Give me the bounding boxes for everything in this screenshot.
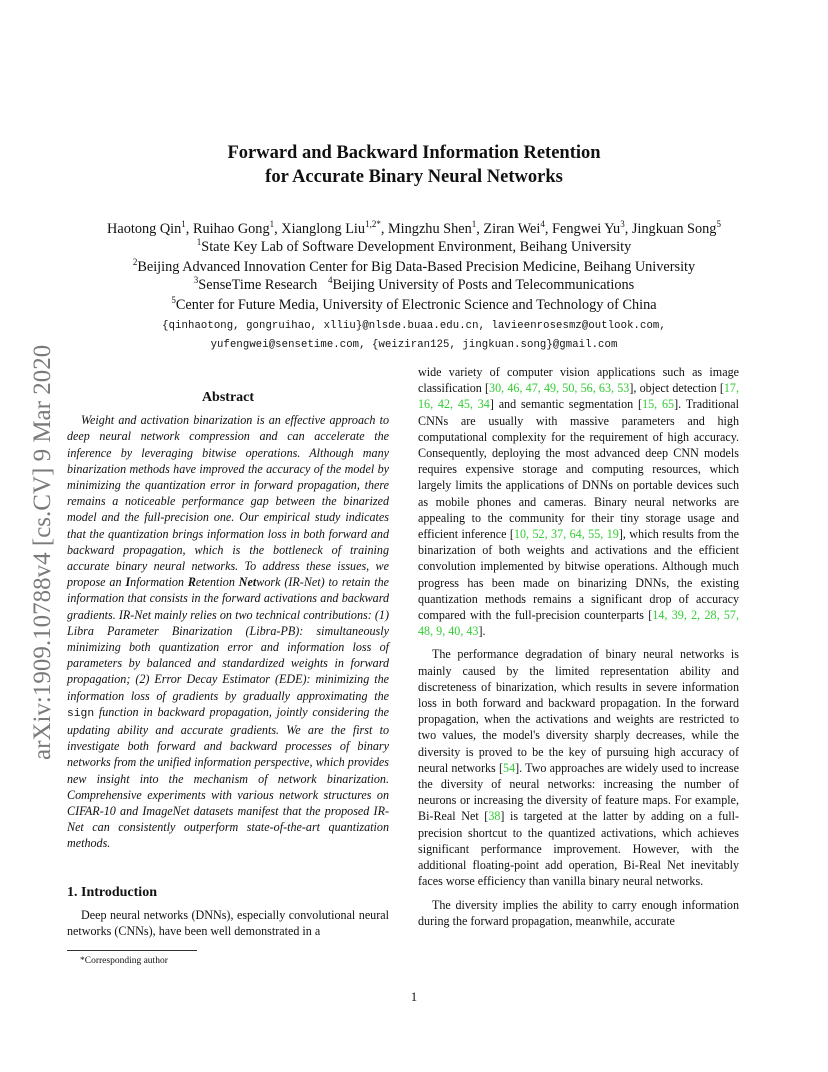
right-paragraph-1: [418, 364, 739, 639]
right-column: [418, 364, 739, 929]
author-affiliation-sup: 5: [716, 219, 721, 229]
citation-link[interactable]: 15, 65: [642, 397, 675, 412]
rp1-text-e: ], which results from the binarization of both weights and activations and the efficient convolution implemented by bitwise operations. Although much progress has been made on binarizing DNNs, the existing quantization methods remains a significant drop of accuracy compared with the full-precision counterparts [: [418, 527, 740, 623]
email-line-1[interactable]: {qinhaotong, gongruihao, xlliu}@nlsde.buaa.edu.cn, lavieenrosesmz@outlook.com,: [162, 320, 666, 332]
abstract-paragraph: [67, 412, 389, 851]
author-name: Xianglong Liu: [281, 221, 366, 237]
rp1-text-f: ].: [478, 624, 486, 639]
author-name: Haotong Qin: [107, 221, 182, 237]
abstract-text-5: function in backward propagation, jointly considering the updating ability and accurate gradients. We are the first to investigate both forward and backward processes of binary networks from the unified information perspective, which provides new insight into the mechanism of network binarization. Comprehensive experiments with various network structures on CIFAR-10 and ImageNet datasets manifest that the proposed IR-Net can consistently outperform state-of-the-art quantization methods.: [67, 704, 389, 851]
author-affiliation-sup: 1,2*: [365, 219, 381, 229]
abstract-text-3: etention: [195, 575, 239, 590]
citation-link[interactable]: 38: [488, 809, 501, 824]
abstract-text-1: Weight and activation binarization is an effective approach to deep neural network compression and can accelerate the inference by leveraging bitwise operations. Although many binarization methods have improved the accuracy of the model by minimizing the quantization error in forward propagation, there remains a noticeable performance gap between the binarized model and the full-precision one. Our empirical study indicates that the quantization brings information loss in both forward and backward propagation, which is the bottleneck of training accurate binary neural networks. To address these issues, we propose an: [67, 413, 389, 590]
author-name: Ziran Wei: [483, 221, 541, 237]
author-name: Jingkuan Song: [631, 221, 717, 237]
citation-link[interactable]: 17, 16, 42, 45, 34: [418, 381, 739, 412]
abstract-em-net: Net: [238, 575, 257, 590]
rp1-text-c: ] and semantic segmentation [: [489, 397, 643, 412]
page-number: 1: [410, 990, 418, 1004]
abstract-section: [67, 390, 389, 852]
affiliation-3-sup: 3: [193, 275, 199, 285]
citation-link[interactable]: 30, 46, 47, 49, 50, 56, 63, 53: [489, 381, 630, 396]
author-affiliation-sup: 1: [269, 219, 275, 229]
affiliation-5: [0, 296, 828, 314]
email-line-2[interactable]: yufengwei@sensetime.com, {weiziran125, jingkuan.song}@gmail.com: [210, 339, 618, 351]
rp1-text-a: wide variety of computer vision applications such as image classification [: [418, 365, 739, 396]
author-affiliation-sup: 1: [471, 219, 477, 229]
abstract-em-r: R: [187, 575, 196, 590]
introduction-section: [67, 885, 389, 940]
author-name: Mingzhu Shen: [387, 221, 472, 237]
rp2-text-b: ]. Two approaches are widely used to increase the diversity of neural networks: increasing the number of neurons or increasing the diversity of feature maps. For example, Bi-Real Net [: [418, 760, 739, 824]
introduction-paragraph: Deep neural networks (DNNs), especially convolutional neural networks (CNNs), have been well demonstrated in a: [67, 908, 389, 939]
affiliation-2: [0, 258, 828, 276]
affiliation-2-sup: 2: [132, 257, 138, 267]
affiliation-2-text: Beijing Advanced Innovation Center for Big Data-Based Precision Medicine, Beihang University: [137, 259, 696, 275]
citation-link[interactable]: 10, 52, 37, 64, 55, 19: [513, 527, 619, 542]
arxiv-stamp: [18, 290, 58, 760]
affiliation-5-text: Center for Future Media, University of Electronic Science and Technology of China: [175, 297, 657, 313]
abstract-text-4: work (IR-Net) to retain the information that consists in the forward activations and backward gradients. IR-Net mainly relies on two technical contributions: (1) Libra Parameter Binarization (Libra-PB): simultaneously minimizing both quantization error and information loss of parameters by balanced and standardized weights in forward propagation; (2) Error Decay Estimator (EDE): minimizing the information loss of gradients by gradually approximating the: [67, 575, 389, 703]
abstract-body: [67, 412, 389, 851]
footnote-rule: [67, 950, 197, 951]
affiliation-1-text: State Key Lab of Software Development Environment, Beihang University: [201, 239, 632, 255]
citation-link[interactable]: 14, 39, 2, 28, 57, 48, 9, 40, 43: [418, 608, 739, 639]
abstract-heading: Abstract: [201, 390, 255, 405]
affiliation-4-text: Beijing University of Posts and Telecommunications: [332, 277, 635, 293]
rp1-text-b: ], object detection [: [629, 381, 724, 396]
affiliation-3-text: SenseTime Research: [198, 277, 318, 293]
author-affiliation-sup: 3: [620, 219, 625, 229]
author-name: Fengwei Yu: [552, 221, 621, 237]
right-paragraph-3: The diversity implies the ability to carry enough information during the forward propagation, meanwhile, accurate: [418, 897, 739, 928]
author-affiliation-sup: 1: [181, 219, 186, 229]
affiliation-1: [0, 238, 828, 256]
author-affiliation-sup: 4: [540, 219, 545, 229]
abstract-code-sign: sign: [67, 707, 95, 720]
affiliation-3-4: [0, 276, 828, 294]
introduction-heading: 1. Introduction: [67, 885, 157, 900]
arxiv-stamp-text: arXiv:1909.10788v4 [cs.CV] 9 Mar 2020: [29, 344, 56, 760]
affiliation-5-sup: 5: [171, 295, 176, 305]
affiliation-4-sup: 4: [328, 275, 333, 285]
author-list: Haotong Qin$^1$, Ruihao Gong$^1$, Xianglong Liu$^{1,2*}$, Mingzhu Shen$^1$, Ziran Wei$^4$, Fengwei Yu$^3$, Jingkuan Song$^5$: [107, 219, 721, 237]
abstract-text-2: nformation: [130, 575, 188, 590]
affiliation-1-sup: 1: [196, 237, 202, 247]
footnote: *Corresponding author: [80, 956, 168, 966]
rp2-text-c: ] is targeted at the latter by adding on a full-precision shortcut to the quantized activations, which achieves significant performance improvement. However, with the additional floating-point add operation, Bi-Real Net inevitably faces worse efficiency than vanilla binary neural networks.: [418, 809, 739, 889]
rp1-text-d: ]. Traditional CNNs are usually with massive parameters and high computational complexity for the requirement of high accuracy. Consequently, deploying the most advanced deep CNN models requires expensive storage and computing resources, which largely limits the applications of DNNs on portable devices such as mobile phones and cameras. Binary neural networks are appealing to the community for their tiny storage usage and efficient inference [: [418, 397, 740, 542]
paper-title-line-2: for Accurate Binary Neural Networks: [265, 167, 563, 187]
rp2-text-a: The performance degradation of binary neural networks is mainly caused by the limited representation ability and discreteness of binarization, which results in severe information loss in both forward and backward propagation. In the forward propagation, when the activations and weights are restricted to two values, the model's diversity sharply decreases, while the diversity is proved to be the key of pursuing high accuracy of neural networks [: [418, 647, 739, 775]
right-paragraph-2: [418, 646, 739, 889]
citation-link[interactable]: 54: [503, 760, 516, 775]
paper-title-line-1: Forward and Backward Information Retention: [227, 143, 601, 163]
abstract-em-i: I: [125, 575, 131, 590]
author-name: Ruihao Gong: [192, 221, 270, 237]
